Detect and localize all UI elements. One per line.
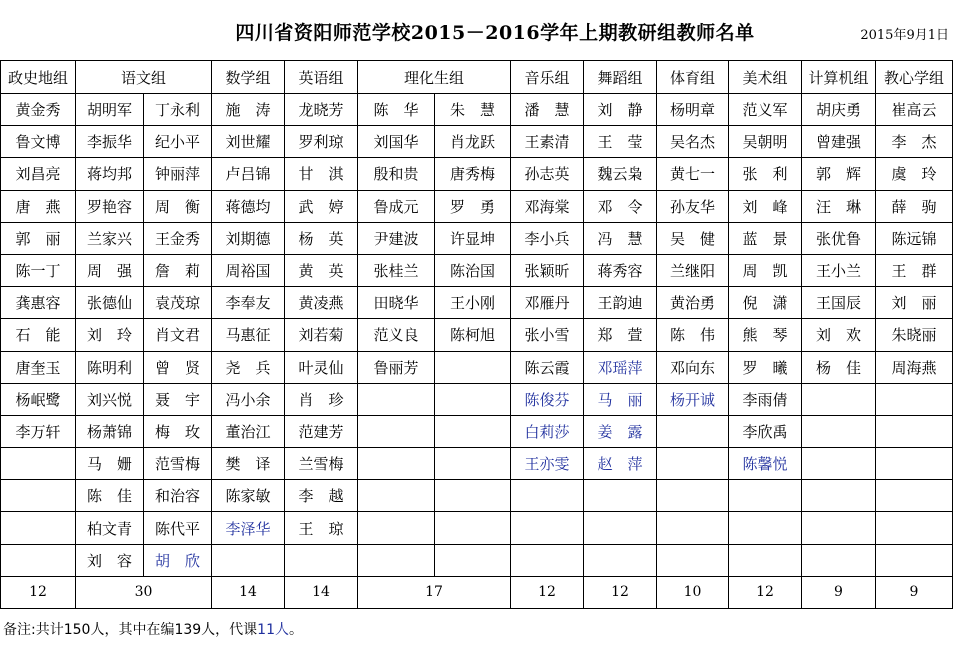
teacher-name: 郭 丽 xyxy=(1,222,76,254)
teacher-name: 樊 译 xyxy=(212,448,285,480)
teacher-name: 李雨倩 xyxy=(729,383,802,415)
teacher-name: 蒋德均 xyxy=(212,190,285,222)
group-count: 9 xyxy=(876,576,953,608)
teacher-name xyxy=(358,383,435,415)
group-count: 12 xyxy=(1,576,76,608)
teacher-name: 罗利琼 xyxy=(285,126,358,158)
teacher-name xyxy=(358,480,435,512)
table-row xyxy=(1,190,953,222)
note-substitute-count: 11人 xyxy=(257,622,289,638)
group-count: 12 xyxy=(584,576,657,608)
teacher-name xyxy=(435,544,511,576)
teacher-name: 熊 琴 xyxy=(729,319,802,351)
teacher-name: 叶灵仙 xyxy=(285,351,358,383)
teacher-name xyxy=(511,480,584,512)
group-count: 12 xyxy=(511,576,584,608)
teacher-name xyxy=(876,415,953,447)
teacher-name: 黄凌燕 xyxy=(285,287,358,319)
teacher-name: 许显坤 xyxy=(435,222,511,254)
teacher-name xyxy=(876,480,953,512)
teacher-name: 马 丽 xyxy=(584,383,657,415)
teacher-name: 和治容 xyxy=(144,480,212,512)
teacher-name xyxy=(584,480,657,512)
teacher-name: 马 姗 xyxy=(76,448,144,480)
teacher-name: 刘 峰 xyxy=(729,190,802,222)
teacher-name: 黄金秀 xyxy=(1,94,76,126)
group-count: 30 xyxy=(76,576,212,608)
teacher-name: 胡 欣 xyxy=(144,544,212,576)
teacher-name: 陈家敏 xyxy=(212,480,285,512)
teacher-name: 卢吕锦 xyxy=(212,158,285,190)
teacher-name xyxy=(657,480,729,512)
teacher-name: 刘 玲 xyxy=(76,319,144,351)
table-row xyxy=(1,94,953,126)
teacher-name: 孙志英 xyxy=(511,158,584,190)
teacher-name: 兰家兴 xyxy=(76,222,144,254)
teacher-name: 陈云霞 xyxy=(511,351,584,383)
teacher-name xyxy=(584,544,657,576)
teacher-name: 鲁成元 xyxy=(358,190,435,222)
table-row xyxy=(1,126,953,158)
teacher-name: 王亦雯 xyxy=(511,448,584,480)
teacher-name: 张小雪 xyxy=(511,319,584,351)
teacher-name xyxy=(358,415,435,447)
teacher-name: 冯小余 xyxy=(212,383,285,415)
teacher-name: 范雪梅 xyxy=(144,448,212,480)
teacher-name: 黄治勇 xyxy=(657,287,729,319)
teacher-name: 李 杰 xyxy=(876,126,953,158)
teacher-name: 郭 辉 xyxy=(802,158,876,190)
teacher-name: 魏云枭 xyxy=(584,158,657,190)
teacher-name xyxy=(802,544,876,576)
teacher-name: 汪 琳 xyxy=(802,190,876,222)
table-row xyxy=(1,544,953,576)
teacher-name: 王小刚 xyxy=(435,287,511,319)
teacher-name: 杨开诚 xyxy=(657,383,729,415)
teacher-name: 黄 英 xyxy=(285,254,358,286)
teacher-name: 李奉友 xyxy=(212,287,285,319)
teacher-name: 虞 玲 xyxy=(876,158,953,190)
teacher-name: 张德仙 xyxy=(76,287,144,319)
teacher-name: 张颖昕 xyxy=(511,254,584,286)
teacher-name: 刘期德 xyxy=(212,222,285,254)
teacher-name: 殷和贵 xyxy=(358,158,435,190)
teacher-name: 钟丽萍 xyxy=(144,158,212,190)
teacher-name xyxy=(729,480,802,512)
teacher-name xyxy=(584,512,657,544)
teacher-name: 陈 华 xyxy=(358,94,435,126)
teacher-name: 甘 淇 xyxy=(285,158,358,190)
teacher-name xyxy=(358,512,435,544)
teacher-name: 周 衡 xyxy=(144,190,212,222)
teacher-name xyxy=(435,415,511,447)
table-row xyxy=(1,351,953,383)
group-header: 政史地组 xyxy=(1,61,76,94)
teacher-name: 刘国华 xyxy=(358,126,435,158)
teacher-name: 刘 容 xyxy=(76,544,144,576)
footnote xyxy=(3,619,303,639)
table-row xyxy=(1,158,953,190)
teacher-name: 曾 贤 xyxy=(144,351,212,383)
group-header: 数学组 xyxy=(212,61,285,94)
teacher-name: 柏文青 xyxy=(76,512,144,544)
teacher-name: 邓 令 xyxy=(584,190,657,222)
teacher-name: 邓雁丹 xyxy=(511,287,584,319)
teacher-name: 孙友华 xyxy=(657,190,729,222)
teacher-name: 鲁文博 xyxy=(1,126,76,158)
teacher-name: 吴名杰 xyxy=(657,126,729,158)
teacher-name: 周海燕 xyxy=(876,351,953,383)
teacher-name: 冯 慧 xyxy=(584,222,657,254)
teacher-name xyxy=(657,448,729,480)
teacher-name xyxy=(285,544,358,576)
teacher-name: 陈 伟 xyxy=(657,319,729,351)
group-count: 17 xyxy=(358,576,511,608)
teacher-name: 肖龙跃 xyxy=(435,126,511,158)
teacher-name: 武 婷 xyxy=(285,190,358,222)
teacher-name: 倪 潇 xyxy=(729,287,802,319)
teacher-name: 聂 宇 xyxy=(144,383,212,415)
teacher-name: 曾建强 xyxy=(802,126,876,158)
teacher-name: 李万轩 xyxy=(1,415,76,447)
teacher-name: 刘兴悦 xyxy=(76,383,144,415)
teacher-name: 范义军 xyxy=(729,94,802,126)
teacher-name: 周 凯 xyxy=(729,254,802,286)
teacher-name: 刘 欢 xyxy=(802,319,876,351)
teacher-name: 兰继阳 xyxy=(657,254,729,286)
teacher-name xyxy=(876,448,953,480)
teacher-name: 周裕国 xyxy=(212,254,285,286)
teacher-name: 陈明利 xyxy=(76,351,144,383)
teacher-name: 尧 兵 xyxy=(212,351,285,383)
teacher-name xyxy=(1,448,76,480)
teacher-name xyxy=(435,448,511,480)
teacher-name xyxy=(435,512,511,544)
teacher-name: 邓向东 xyxy=(657,351,729,383)
group-header: 舞蹈组 xyxy=(584,61,657,94)
teacher-name: 梅 玫 xyxy=(144,415,212,447)
teacher-name: 肖 珍 xyxy=(285,383,358,415)
teacher-name: 潘 慧 xyxy=(511,94,584,126)
teacher-name: 龚惠容 xyxy=(1,287,76,319)
group-count: 14 xyxy=(212,576,285,608)
teacher-name xyxy=(802,415,876,447)
teacher-name: 郑 萱 xyxy=(584,319,657,351)
teacher-name: 刘 静 xyxy=(584,94,657,126)
teacher-name: 李欣禹 xyxy=(729,415,802,447)
teacher-name: 邓瑶萍 xyxy=(584,351,657,383)
teacher-name xyxy=(212,544,285,576)
teacher-name: 刘世耀 xyxy=(212,126,285,158)
group-header: 计算机组 xyxy=(802,61,876,94)
teacher-name xyxy=(435,383,511,415)
group-header: 英语组 xyxy=(285,61,358,94)
teacher-name: 陈代平 xyxy=(144,512,212,544)
teacher-name: 王 群 xyxy=(876,254,953,286)
teacher-name: 刘 丽 xyxy=(876,287,953,319)
teacher-name: 朱晓丽 xyxy=(876,319,953,351)
teacher-name xyxy=(358,544,435,576)
teacher-name: 兰雪梅 xyxy=(285,448,358,480)
teacher-name: 陈馨悦 xyxy=(729,448,802,480)
teacher-name xyxy=(1,512,76,544)
teacher-name: 张优鲁 xyxy=(802,222,876,254)
teacher-name xyxy=(657,415,729,447)
teacher-name xyxy=(435,351,511,383)
teacher-name xyxy=(358,448,435,480)
teacher-name xyxy=(802,448,876,480)
teacher-name: 王韵迪 xyxy=(584,287,657,319)
teacher-name xyxy=(802,383,876,415)
teacher-name: 龙晓芳 xyxy=(285,94,358,126)
teacher-name: 蒋秀容 xyxy=(584,254,657,286)
teacher-name xyxy=(435,480,511,512)
group-count: 12 xyxy=(729,576,802,608)
teacher-name xyxy=(729,544,802,576)
teacher-name: 吴 健 xyxy=(657,222,729,254)
teacher-name: 杨萧锦 xyxy=(76,415,144,447)
teacher-name: 白莉莎 xyxy=(511,415,584,447)
teacher-name xyxy=(802,480,876,512)
table-row xyxy=(1,512,953,544)
date-label: 2015年9月1日 xyxy=(860,28,949,43)
teacher-name: 朱 慧 xyxy=(435,94,511,126)
teacher-name xyxy=(1,544,76,576)
teacher-name: 马惠征 xyxy=(212,319,285,351)
teacher-name: 罗艳容 xyxy=(76,190,144,222)
teacher-name: 张 利 xyxy=(729,158,802,190)
teacher-name: 唐秀梅 xyxy=(435,158,511,190)
teacher-name: 王国辰 xyxy=(802,287,876,319)
teacher-name: 胡庆勇 xyxy=(802,94,876,126)
teacher-name: 陈一丁 xyxy=(1,254,76,286)
group-header: 语文组 xyxy=(76,61,212,94)
teacher-name: 詹 莉 xyxy=(144,254,212,286)
teacher-name: 刘昌亮 xyxy=(1,158,76,190)
teacher-name: 李振华 xyxy=(76,126,144,158)
teacher-name: 田晓华 xyxy=(358,287,435,319)
group-header: 音乐组 xyxy=(511,61,584,94)
teacher-name: 罗 勇 xyxy=(435,190,511,222)
teacher-name: 薛 驹 xyxy=(876,190,953,222)
teacher-name: 陈治国 xyxy=(435,254,511,286)
teacher-name: 李小兵 xyxy=(511,222,584,254)
group-count: 10 xyxy=(657,576,729,608)
teacher-name: 袁茂琼 xyxy=(144,287,212,319)
teacher-name: 尹建波 xyxy=(358,222,435,254)
teacher-name: 李泽华 xyxy=(212,512,285,544)
teacher-name: 杨 英 xyxy=(285,222,358,254)
teacher-name: 唐 燕 xyxy=(1,190,76,222)
note-text: 备注:共计150人，其中在编139人，代课 xyxy=(3,622,258,638)
teacher-name xyxy=(511,544,584,576)
table-row xyxy=(1,287,953,319)
teacher-name xyxy=(657,544,729,576)
table-row xyxy=(1,222,953,254)
note-suffix: 。 xyxy=(289,622,303,638)
group-header: 美术组 xyxy=(729,61,802,94)
group-header: 理化生组 xyxy=(358,61,511,94)
teacher-name: 罗 曦 xyxy=(729,351,802,383)
teacher-name: 纪小平 xyxy=(144,126,212,158)
table-row xyxy=(1,383,953,415)
table-row xyxy=(1,415,953,447)
teacher-name: 蒋均邦 xyxy=(76,158,144,190)
teacher-name: 肖文君 xyxy=(144,319,212,351)
teacher-name: 刘若菊 xyxy=(285,319,358,351)
teacher-name xyxy=(729,512,802,544)
group-header: 教心学组 xyxy=(876,61,953,94)
teacher-name: 杨 佳 xyxy=(802,351,876,383)
teacher-name: 周 强 xyxy=(76,254,144,286)
teacher-name: 陈俊芬 xyxy=(511,383,584,415)
teacher-name: 丁永利 xyxy=(144,94,212,126)
teacher-name xyxy=(802,512,876,544)
table-row xyxy=(1,254,953,286)
teacher-name: 王素清 xyxy=(511,126,584,158)
group-count: 14 xyxy=(285,576,358,608)
roster-table xyxy=(0,60,953,609)
teacher-name: 施 涛 xyxy=(212,94,285,126)
teacher-name: 邓海棠 xyxy=(511,190,584,222)
teacher-name xyxy=(876,544,953,576)
teacher-name: 杨岷鹭 xyxy=(1,383,76,415)
teacher-name: 唐奎玉 xyxy=(1,351,76,383)
count-row xyxy=(1,576,953,608)
teacher-name: 胡明军 xyxy=(76,94,144,126)
page-title: 四川省资阳师范学校2015－2016学年上期教研组教师名单 xyxy=(235,22,755,44)
teacher-name xyxy=(657,512,729,544)
teacher-name: 王 琼 xyxy=(285,512,358,544)
teacher-name: 鲁丽芳 xyxy=(358,351,435,383)
table-row xyxy=(1,319,953,351)
teacher-name: 董治江 xyxy=(212,415,285,447)
teacher-name: 崔高云 xyxy=(876,94,953,126)
teacher-name: 李 越 xyxy=(285,480,358,512)
teacher-name: 黄七一 xyxy=(657,158,729,190)
teacher-name: 吴朝明 xyxy=(729,126,802,158)
teacher-name: 王金秀 xyxy=(144,222,212,254)
teacher-name: 王 莹 xyxy=(584,126,657,158)
teacher-name xyxy=(1,480,76,512)
teacher-name: 石 能 xyxy=(1,319,76,351)
teacher-name: 范建芳 xyxy=(285,415,358,447)
table-row xyxy=(1,480,953,512)
teacher-name xyxy=(876,383,953,415)
teacher-name: 姜 露 xyxy=(584,415,657,447)
table-row xyxy=(1,448,953,480)
teacher-name: 赵 萍 xyxy=(584,448,657,480)
teacher-name: 杨明章 xyxy=(657,94,729,126)
teacher-name: 陈远锦 xyxy=(876,222,953,254)
teacher-name: 张桂兰 xyxy=(358,254,435,286)
teacher-name: 范义良 xyxy=(358,319,435,351)
group-count: 9 xyxy=(802,576,876,608)
teacher-name xyxy=(511,512,584,544)
teacher-name xyxy=(876,512,953,544)
teacher-name: 王小兰 xyxy=(802,254,876,286)
teacher-name: 蓝 景 xyxy=(729,222,802,254)
group-header: 体育组 xyxy=(657,61,729,94)
teacher-name: 陈 佳 xyxy=(76,480,144,512)
teacher-name: 陈柯旭 xyxy=(435,319,511,351)
